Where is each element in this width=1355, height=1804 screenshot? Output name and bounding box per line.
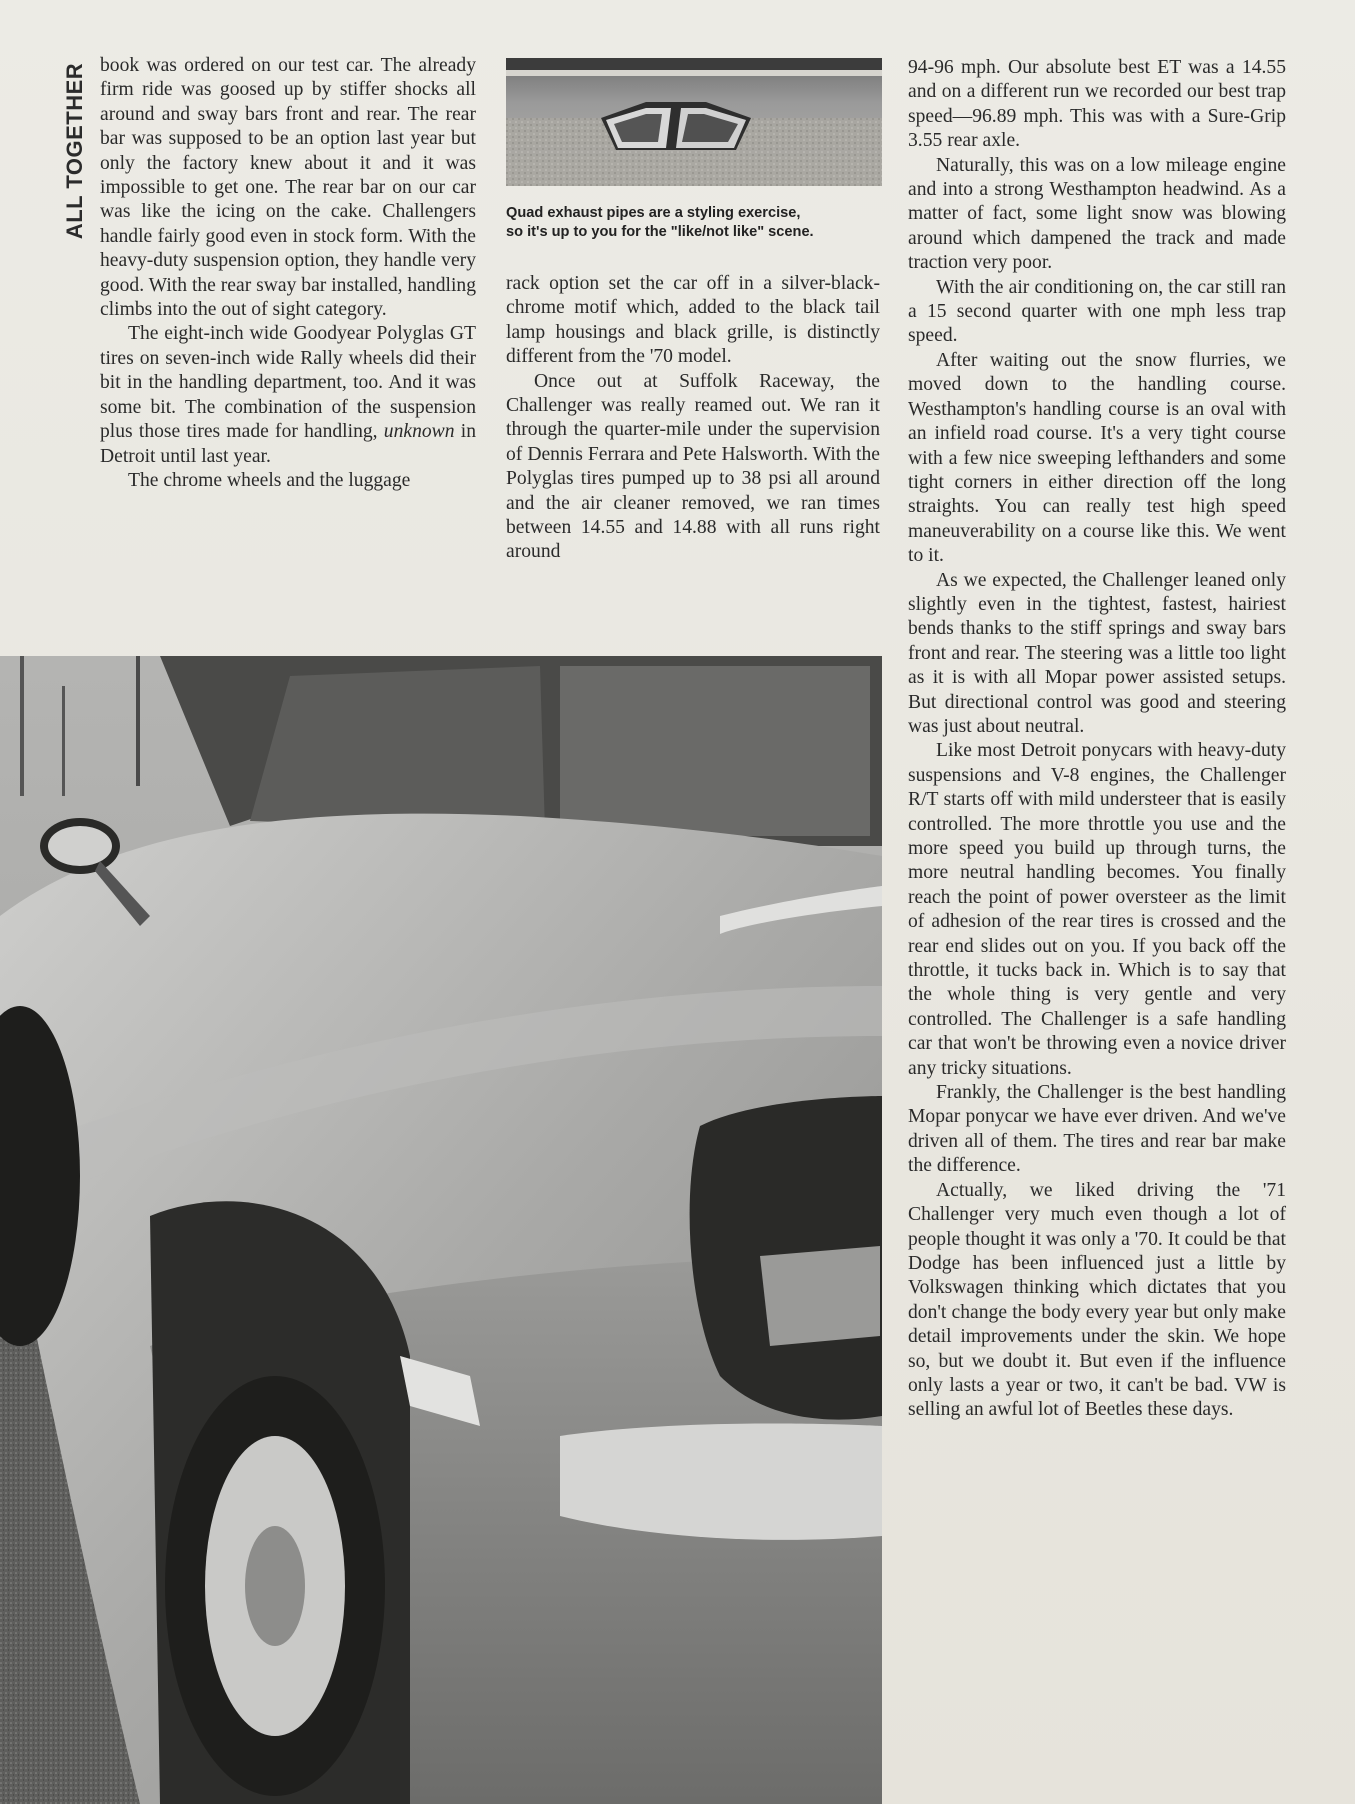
col2-paragraph-2: Once out at Suffolk Raceway, the Challenger was really reamed out. We ran it through the quarter-mile under the supervision of Dennis Ferrara and Pete Halsworth. With the Polyglas tires pumped up to 38 psi all around and the air cleaner removed, we ran times between 14.55 and 14.88 with all runs right around: [506, 370, 880, 563]
col3-paragraph-5: As we expected, the Challenger leaned only slightly even in the tightest, fastest, hairiest bends thanks to the stiff springs and sway bars front and rear. The steering was a little too light as it is with all Mopar power assisted setups. But directional control was good and steering was just about neutral.: [908, 569, 1286, 737]
col2-paragraph-1: rack option set the car off in a silver-black-chrome motif which, added to the black tail lamp housings and black grille, is distinctly different from the '70 model.: [506, 273, 880, 368]
col1-paragraph-3: The chrome wheels and the luggage: [128, 469, 411, 491]
col3-paragraph-4: After waiting out the snow flurries, we moved down to the handling course. Westhampton's handling course is an oval with an infield road course. It's a very tight course with a few nice sweeping lefthanders and some tight corners in either direction off the long straights. You can really test high speed maneuverability on a course like this. We went to it.: [908, 349, 1286, 567]
col3-paragraph-7: Frankly, the Challenger is the best handling Mopar ponycar we have ever driven. And we've driven all of them. The tires and rear bar make the difference.: [908, 1082, 1286, 1177]
col3-paragraph-1: 94-96 mph. Our absolute best ET was a 14.55 and on a different run we recorded our best trap speed—96.89 mph. This was with a Sure-Grip 3.55 rear axle.: [908, 57, 1286, 152]
col1-paragraph-2: The eight-inch wide Goodyear Polyglas GT tires on seven-inch wide Rally wheels did their bit in the handling department, too. And it was some bit. The combination of the suspension plus those tires made for handling, unknown in Detroit until last year.: [100, 323, 476, 467]
col3-paragraph-8: Actually, we liked driving the '71 Challenger very much even though a lot of people thought it was only a '70. It could be that Dodge has been influenced just a little by Volkswagen thinking which dictates that you don't change the body every year but only make detail improvements under the skin. We hope so, but we doubt it. But even if the influence only lasts a year or two, it can't be bad. VW is selling an awful lot of Beetles these days.: [908, 1179, 1286, 1421]
col3-paragraph-3: With the air conditioning on, the car still ran a 15 second quarter with one mph less trap speed.: [908, 276, 1286, 347]
column-2: [506, 272, 880, 565]
challenger-photo-image: [0, 656, 882, 1804]
col3-paragraph-2: Naturally, this was on a low mileage engine and into a strong Westhampton headwind. As a matter of fact, some light snow was blowing around which dampened the track and made traction very poor.: [908, 154, 1286, 274]
emphasis-unknown: unknown: [383, 421, 455, 443]
section-label: ALL TOGETHER: [62, 62, 87, 240]
challenger-photo: [0, 656, 882, 1804]
col1-paragraph-1: book was ordered on our test car. The already firm ride was goosed up by stiffer shocks all around and sway bars front and rear. The rear bar was supposed to be an option last year but only the factory knew about it and it was impossible to get one. The rear bar on our car was like the icing on the cake. Challengers handle fairly good even in stock form. With the heavy-duty suspension option, they handle very good. With the rear sway bar installed, handling climbs into the out of sight category.: [100, 55, 476, 321]
exhaust-photo-image: [506, 58, 882, 186]
exhaust-photo: [506, 58, 882, 186]
column-3: [908, 56, 1286, 1423]
col3-paragraph-6: Like most Detroit ponycars with heavy-duty suspensions and V-8 engines, the Challenger R/T starts off with mild understeer that is easily controlled. The more throttle you use and the more speed you build up through turns, the more neutral handling becomes. You finally reach the point of power oversteer as the limit of adhesion of the rear tires is crossed and the rear end slides out on you. If you back off the throttle, it tucks back in. Which is to say that the whole thing is very gentle and very controlled. The Challenger is a safe handling car that won't be throwing even a novice driver any tricky situations.: [908, 740, 1286, 1079]
photo-caption: Quad exhaust pipes are a styling exercise, so it's up to you for the "like/not like" scene.: [506, 205, 814, 240]
column-1: [100, 54, 476, 493]
